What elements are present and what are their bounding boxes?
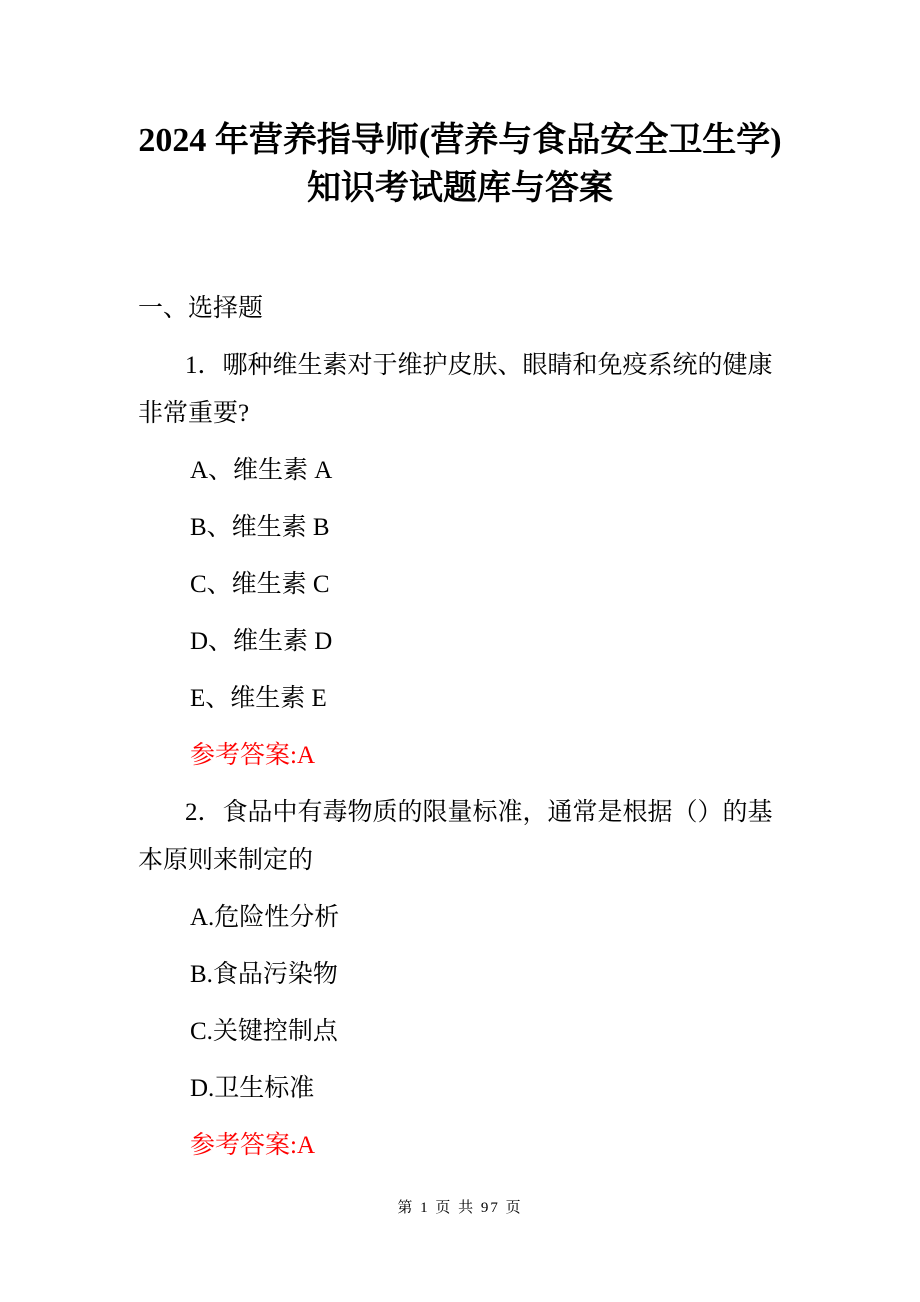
question-1-option-a: A、维生素 A [190, 457, 333, 484]
title-line-2: 知识考试题库与答案 [307, 170, 613, 207]
question-1-option-c: C、维生素 C [190, 571, 330, 598]
question-1-stem: 1．哪种维生素对于维护皮肤、眼睛和免疫系统的健康非常重要? [138, 352, 773, 427]
section-heading: 一、选择题 [138, 295, 264, 322]
document-body [138, 285, 782, 1170]
title-line-1: 2024 年营养指导师(营养与食品安全卫生学) [138, 122, 782, 159]
question-1-option-b: B、维生素 B [190, 514, 330, 541]
question-1-answer: 参考答案:A [190, 742, 316, 769]
page-footer: 第 1 页 共 97 页 [397, 1200, 523, 1216]
question-2-option-d: D.卫生标准 [190, 1075, 315, 1102]
question-2-option-a: A.危险性分析 [190, 904, 340, 931]
question-2-stem: 2．食品中有毒物质的限量标准，通常是根据（）的基本原则来制定的 [138, 799, 773, 874]
question-2-option-b: B.食品污染物 [190, 961, 338, 988]
document-title [60, 0, 860, 213]
question-2-answer: 参考答案:A [190, 1132, 316, 1159]
question-1-option-e: E、维生素 E [190, 685, 327, 712]
question-1-option-d: D、维生素 D [190, 628, 333, 655]
question-2-option-c: C.关键控制点 [190, 1018, 338, 1045]
